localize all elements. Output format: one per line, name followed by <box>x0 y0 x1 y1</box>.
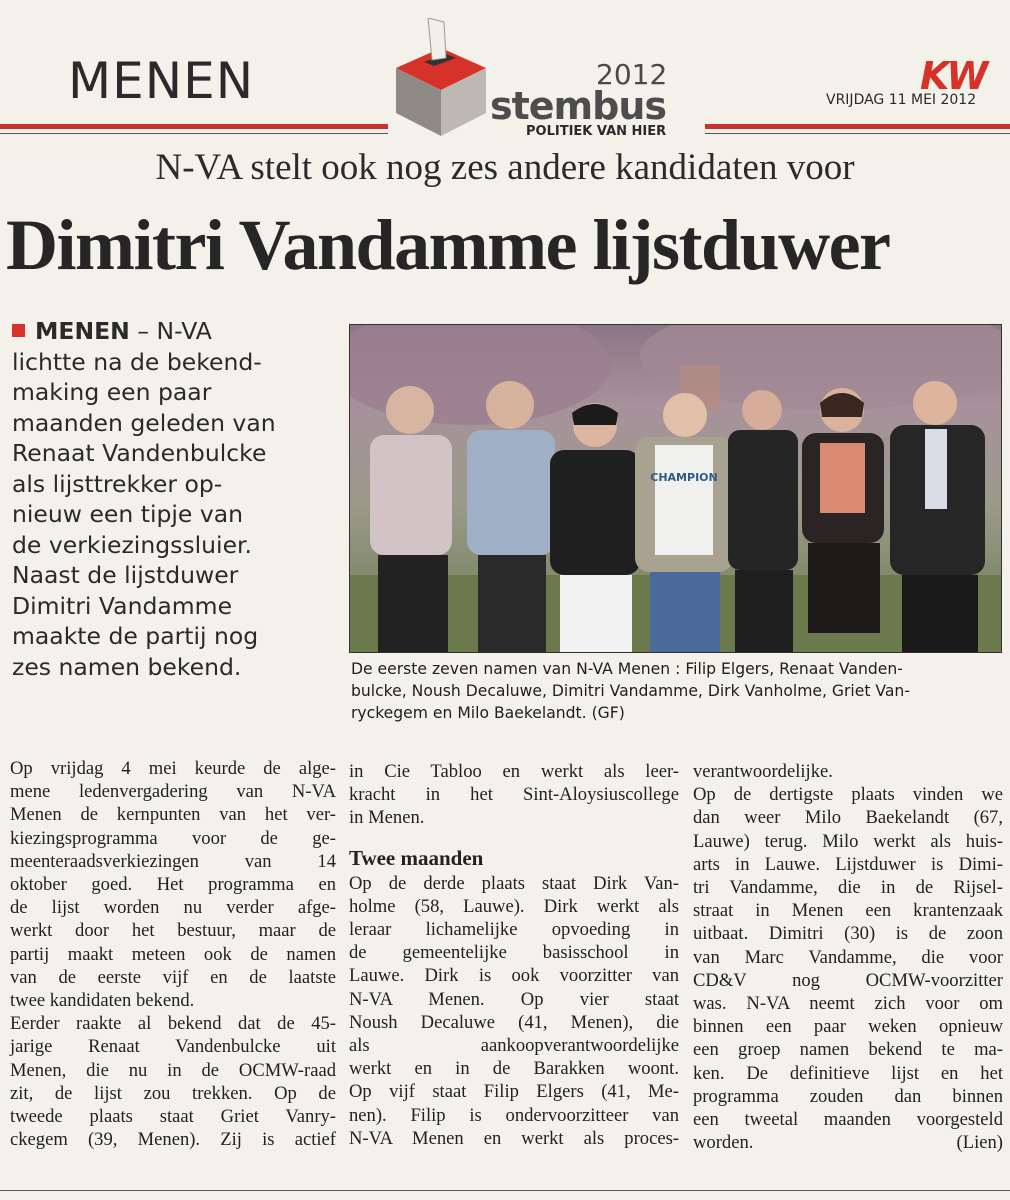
group-photo <box>349 324 1002 653</box>
body-line: Lauwe) terug. Milo werkt als huis- <box>693 830 1003 852</box>
body-line: N-VA Menen en werkt als proces- <box>349 1127 679 1149</box>
intro-line: making een paar <box>12 378 212 406</box>
kw-logo: KW <box>920 54 987 98</box>
masthead-red-rule-left <box>0 124 388 129</box>
publication-date: VRIJDAG 11 MEI 2012 <box>826 92 977 108</box>
body-line: een groep namen bekend te ma- <box>693 1039 1003 1061</box>
body-line: ckegem (39, Menen). Zij is actief <box>10 1129 336 1151</box>
masthead-red-rule-right <box>705 124 1010 129</box>
masthead-thin-rule-left <box>0 133 388 134</box>
body-line: als aankoopverantwoordelijke <box>349 1035 679 1057</box>
body-line: straat in Menen een krantenzaak <box>693 900 1003 922</box>
caption-line: De eerste zeven namen van N-VA Menen : Filip Elgers, Renaat Vanden- <box>351 660 903 678</box>
body-line: programma zouden dan binnen <box>693 1085 1003 1107</box>
body-line: van Marc Vandamme, die voor <box>693 946 1003 968</box>
body-line: Op de derde plaats staat Dirk Van- <box>349 872 679 894</box>
body-line: arts in Lauwe. Lijstduwer is Dimi- <box>693 853 1003 875</box>
intro-line: Naast de lijstduwer <box>12 561 239 589</box>
intro-paragraph <box>12 316 337 682</box>
ballot-box-icon <box>386 18 496 136</box>
intro-line: – N-VA <box>129 317 212 345</box>
body-line: een tweetal maanden voorgesteld <box>693 1109 1003 1131</box>
body-line: van de eerste vijf en de laatste <box>10 966 336 988</box>
body-line: CD&V nog OCMW-voorzitter <box>693 969 1003 991</box>
main-headline: Dimitri Vandamme lijstduwer <box>6 205 890 285</box>
body-line: partij maakt meteen ook de namen <box>10 943 336 965</box>
red-square-bullet-icon <box>12 324 25 337</box>
body-line: zit, de lijst zou trekken. Op de <box>10 1082 336 1104</box>
caption-line: bulcke, Noush Decaluwe, Dimitri Vandamme, Dirk Vanholme, Griet Van- <box>351 682 910 700</box>
bottom-rule <box>0 1190 1010 1191</box>
dateline-place: MENEN <box>35 317 130 345</box>
body-line: Op vrijdag 4 mei keurde de alge- <box>10 758 336 779</box>
intro-line: Renaat Vandenbulcke <box>12 439 267 467</box>
body-line: jarige Renaat Vandenbulcke uit <box>10 1036 336 1058</box>
intro-line: maakte de partij nog <box>12 622 259 650</box>
body-line: nen). Filip is ondervoorzitteer van <box>349 1104 679 1126</box>
shirt-print: CHAMPION <box>650 471 718 484</box>
body-line: leraar lichamelijke opvoeding in <box>349 919 679 941</box>
body-line: was. N-VA neemt zich voor om <box>693 993 1003 1015</box>
body-line: werkt en in de Barakken woont. <box>349 1058 679 1080</box>
body-line: Menen de kernpunten van het ver- <box>10 804 336 826</box>
body-line: holme (58, Lauwe). Dirk werkt als <box>349 895 679 917</box>
masthead-thin-rule-right <box>705 133 1010 134</box>
intro-first-line <box>12 316 337 347</box>
intro-line: lichtte na de bekend- <box>12 347 262 376</box>
body-line: verantwoordelijke. <box>693 761 833 782</box>
body-line: Op vijf staat Filip Elgers (41, Me- <box>349 1081 679 1103</box>
body-line: de lijst worden nu verder afge- <box>10 897 336 919</box>
intro-line: de verkiezingssluier. <box>12 530 253 559</box>
intro-line: nieuw een tipje van <box>12 500 244 528</box>
body-line: ken. De definitieve lijst en het <box>693 1062 1003 1084</box>
body-line: de gemeentelijke basisschool in <box>349 942 679 964</box>
body-line: in Cie Tabloo en werkt als leer- <box>349 761 679 782</box>
body-line: dan weer Milo Baekelandt (67, <box>693 807 1003 829</box>
body-line: werkt door het bestuur, maar de <box>10 920 336 942</box>
photo-caption <box>351 658 1006 724</box>
intro-line: als lijsttrekker op- <box>12 469 223 498</box>
stembus-logo-word: stembus <box>490 84 667 128</box>
body-line: Menen, die nu in de OCMW-raad <box>10 1059 336 1081</box>
body-column-3 <box>693 760 1003 1154</box>
kicker-headline: N-VA stelt ook nog zes andere kandidaten voor <box>155 147 855 188</box>
section-title: MENEN <box>68 52 255 110</box>
caption-line: ryckegem en Milo Baekelandt. (GF) <box>351 704 625 722</box>
byline: (Lien) <box>956 1132 1003 1154</box>
body-line: tri Vandamme, die in de Rijsel- <box>693 877 1003 899</box>
body-line: Eerder raakte al bekend dat de 45- <box>10 1013 336 1035</box>
body-line: Op de dertigste plaats vinden we <box>693 784 1003 806</box>
body-line: uitbaat. Dimitri (30) is de zoon <box>693 923 1003 945</box>
body-line: tweede plaats staat Griet Vanry- <box>10 1106 336 1128</box>
intro-line: maanden geleden van <box>12 408 276 437</box>
body-line: worden. <box>693 1132 754 1154</box>
subheading: Twee maanden <box>349 845 484 870</box>
stembus-year: 2012 <box>596 58 668 91</box>
last-line <box>693 1131 1003 1154</box>
body-line: binnen een paar weken opnieuw <box>693 1016 1003 1038</box>
body-line: Noush Decaluwe (41, Menen), die <box>349 1011 679 1033</box>
body-column-2 <box>349 760 679 1150</box>
intro-line: Dimitri Vandamme <box>12 591 233 620</box>
body-line: kracht in het Sint-Aloysiuscollege <box>349 784 679 806</box>
body-line: oktober goed. Het programma en <box>10 874 336 896</box>
body-line: Lauwe. Dirk is ook voorzitter van <box>349 965 679 987</box>
body-line: meenteraadsverkiezingen van 14 <box>10 850 336 872</box>
intro-line: zes namen bekend. <box>12 652 242 681</box>
stembus-tagline: POLITIEK VAN HIER <box>526 124 667 139</box>
body-line: mene ledenvergadering van N-VA <box>10 781 336 803</box>
body-line: twee kandidaten bekend. <box>10 990 195 1012</box>
body-line: N-VA Menen. Op vier staat <box>349 988 679 1010</box>
body-line: in Menen. <box>349 807 425 829</box>
group-photo-illustration <box>350 325 1001 652</box>
body-line: kiezingsprogramma voor de ge- <box>10 827 336 849</box>
body-column-1 <box>10 757 336 1151</box>
